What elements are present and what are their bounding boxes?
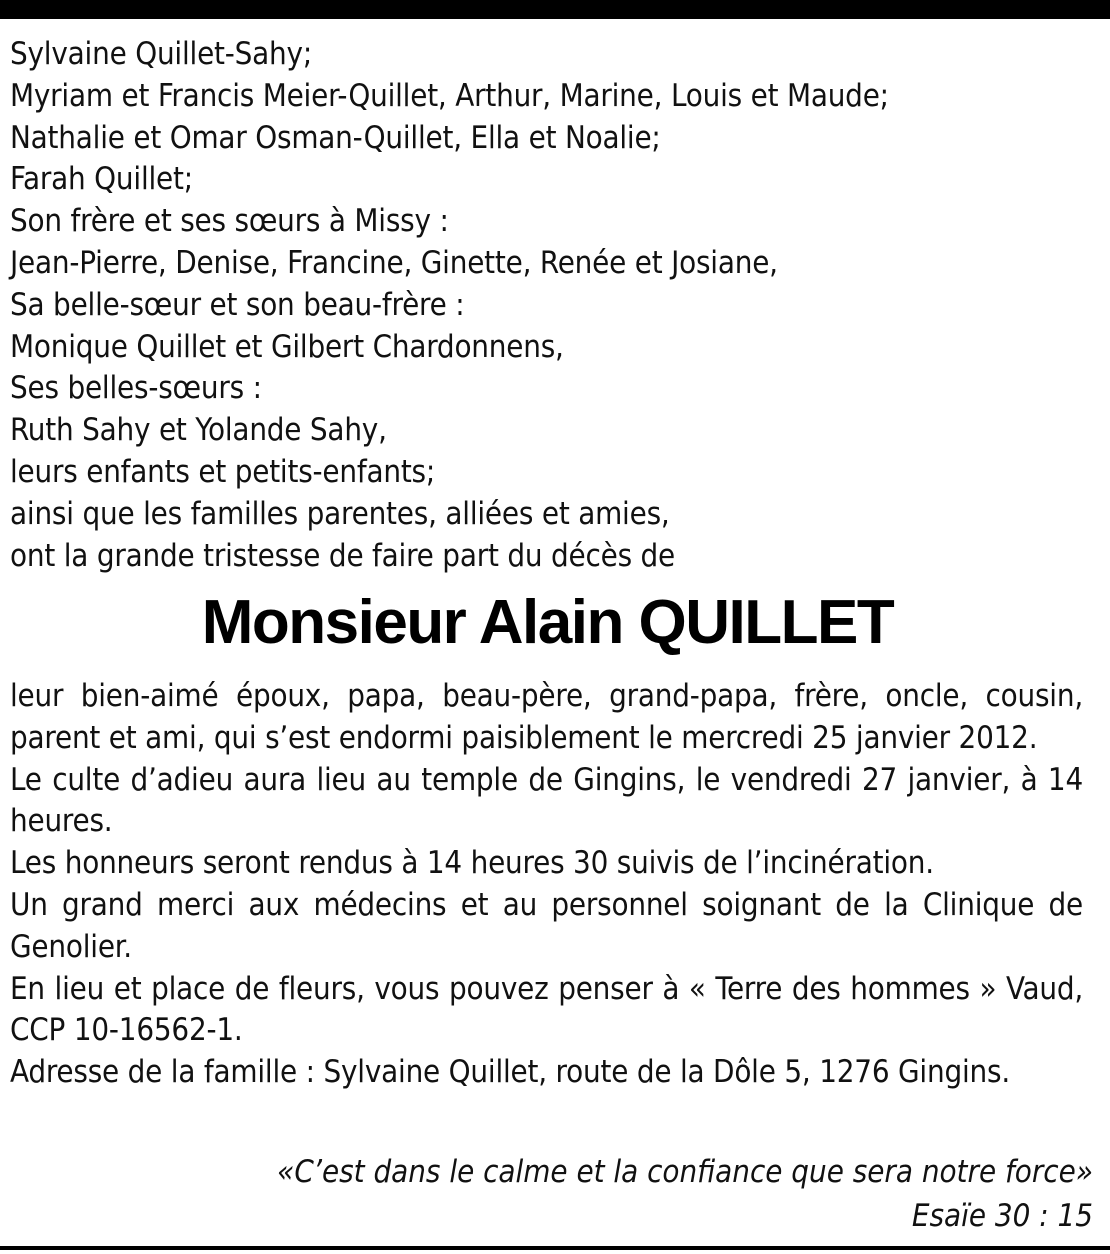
family-line: Nathalie et Omar Osman-Quillet, Ella et Noalie; bbox=[10, 119, 661, 156]
quote-source: Esaïe 30 : 15 bbox=[911, 1198, 1093, 1234]
family-line: Ruth Sahy et Yolande Sahy, bbox=[10, 412, 387, 449]
family-line: Ses belles-sœurs : bbox=[10, 370, 262, 407]
honours-paragraph: Les honneurs seront rendus à 14 heures 30 suivis de l’incinération. bbox=[10, 845, 934, 882]
announcement-line: ont la grande tristesse de faire part du décès de bbox=[10, 537, 676, 574]
family-line: leurs enfants et petits-enfants; bbox=[10, 453, 436, 490]
family-line: ainsi que les familles parentes, alliées et amies, bbox=[10, 495, 670, 532]
family-line: Monique Quillet et Gilbert Chardonnens, bbox=[10, 328, 564, 365]
family-line: Sylvaine Quillet-Sahy; bbox=[10, 36, 313, 72]
family-line: Jean-Pierre, Denise, Francine, Ginette, Renée et Josiane, bbox=[10, 244, 778, 281]
address-paragraph: Adresse de la famille : Sylvaine Quillet, route de la Dôle 5, 1276 Gingins. bbox=[10, 1054, 1010, 1091]
donation-paragraph: En lieu et place de fleurs, vous pouvez penser à « Terre des hommes » Vaud, CCP 10-16562-1. bbox=[10, 970, 1083, 1049]
notice-body bbox=[10, 676, 1083, 1094]
quote-block bbox=[100, 1150, 1093, 1238]
family-line: Farah Quillet; bbox=[10, 161, 193, 198]
top-rule bbox=[0, 0, 1110, 19]
family-list bbox=[10, 34, 1083, 577]
family-line: Sa belle-sœur et son beau-frère : bbox=[10, 286, 465, 323]
tribute-paragraph: leur bien-aimé époux, papa, beau-père, grand-papa, frère, oncle, cousin, parent et ami, qui s’est endormi paisiblement le mercredi 25 janvier 2012. bbox=[10, 678, 1083, 756]
family-line: Myriam et Francis Meier-Quillet, Arthur, Marine, Louis et Maude; bbox=[10, 77, 889, 114]
quote-text: «C’est dans le calme et la confiance que sera notre force» bbox=[277, 1154, 1093, 1190]
deceased-name: Monsieur Alain QUILLET bbox=[201, 588, 894, 657]
bottom-rule bbox=[0, 1246, 1110, 1250]
family-line: Son frère et ses sœurs à Missy : bbox=[10, 203, 449, 240]
service-paragraph: Le culte d’adieu aura lieu au temple de Gingins, le vendredi 27 janvier, à 14 heures. bbox=[10, 761, 1083, 840]
thanks-paragraph: Un grand merci aux médecins et au personnel soignant de la Clinique de Genolier. bbox=[10, 886, 1083, 965]
